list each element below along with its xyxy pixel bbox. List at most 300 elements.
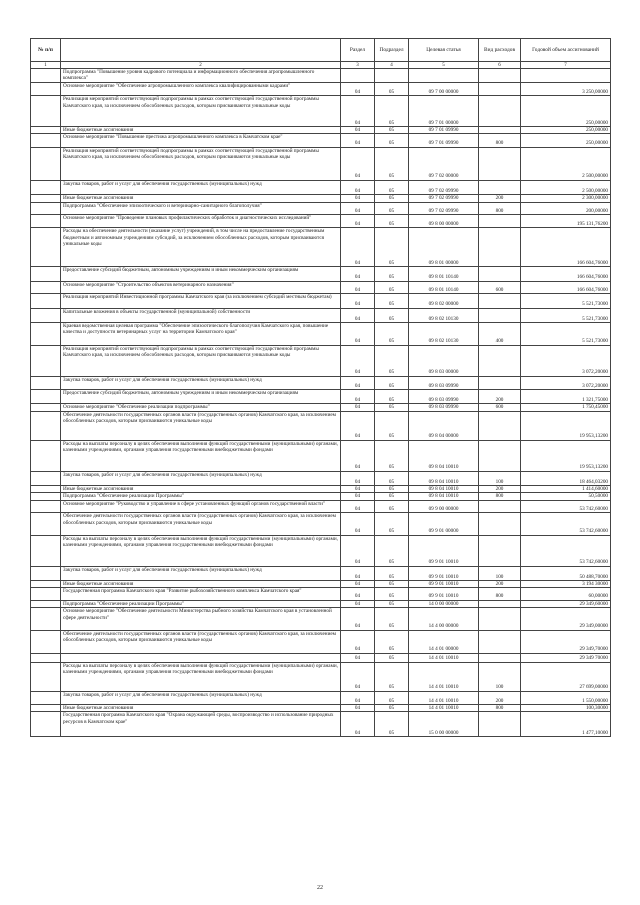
row-amount-cell: 60,00000 (521, 588, 611, 600)
table-row (31, 134, 611, 147)
table-row (31, 411, 611, 440)
row-number-cell (31, 214, 61, 227)
row-amount-cell: 3 250,00000 (521, 82, 611, 95)
row-subsection-cell: 05 (375, 588, 409, 600)
table-row (31, 630, 611, 653)
column-number: 7 (521, 62, 611, 69)
row-section-cell: 04 (341, 323, 375, 346)
row-article-cell: 09 7 02 09990 (409, 202, 479, 214)
row-kind-cell (479, 294, 521, 308)
row-kind-cell (479, 411, 521, 440)
row-article-cell: 09 7 01 09990 (409, 127, 479, 134)
row-number-cell (31, 581, 61, 588)
row-amount-cell: 29 349 70000 (521, 653, 611, 662)
row-section-cell: 04 (341, 308, 375, 322)
row-subsection-cell: 05 (375, 127, 409, 134)
row-number-cell (31, 308, 61, 322)
row-article-cell: 14 4 01 10010 (409, 691, 479, 704)
row-section-cell: 04 (341, 712, 375, 737)
table-row (31, 294, 611, 308)
row-section-cell: 04 (341, 653, 375, 662)
row-kind-cell: 200 (479, 485, 521, 492)
table-row (31, 513, 611, 536)
row-section-cell: 04 (341, 485, 375, 492)
row-name-cell: Подпрограмма "Обеспечение реализации Программы" (61, 600, 341, 607)
row-amount-cell: 18 464,03200 (521, 471, 611, 485)
row-number-cell (31, 281, 61, 293)
row-subsection-cell: 05 (375, 281, 409, 293)
row-subsection-cell (375, 69, 409, 83)
table-row (31, 228, 611, 267)
row-section-cell: 04 (341, 493, 375, 500)
row-article-cell: 09 8 04 10010 (409, 440, 479, 471)
table-row (31, 662, 611, 691)
row-name-cell: Закупка товаров, работ и услуг для обеспечения государственных (муниципальных) нужд (61, 471, 341, 485)
row-subsection-cell: 05 (375, 630, 409, 653)
row-subsection-cell: 05 (375, 493, 409, 500)
row-section-cell: 04 (341, 134, 375, 147)
row-name-cell: Основное мероприятие "Руководство и управление в сфере установленных функций органов государственной власти" (61, 500, 341, 512)
row-number-cell (31, 345, 61, 376)
row-amount-cell: 50 488,70000 (521, 566, 611, 580)
row-name-cell: Реализация мероприятий соответствующей подпрограммы в рамках соответствующей государственной программы Камчатского края, за исключением обособленных расходов, которым присваиваются уникальные коды (61, 147, 341, 180)
row-amount-cell: 200,00000 (521, 202, 611, 214)
row-article-cell: 09 7 01 09990 (409, 134, 479, 147)
row-name-cell: Подпрограмма "Обеспечение эпизоотического и ветеринарно-санитарного благополучия" (61, 202, 341, 214)
row-section-cell: 04 (341, 147, 375, 180)
row-name-cell: Иные бюджетные ассигнования (61, 705, 341, 712)
row-section-cell: 04 (341, 214, 375, 227)
row-amount-cell: 166 604,76000 (521, 267, 611, 281)
row-subsection-cell: 05 (375, 147, 409, 180)
row-section-cell: 04 (341, 376, 375, 389)
table-row (31, 500, 611, 512)
row-kind-cell (479, 228, 521, 267)
row-number-cell (31, 180, 61, 194)
row-kind-cell (479, 267, 521, 281)
row-section-cell: 04 (341, 96, 375, 127)
table-row (31, 653, 611, 662)
row-name-cell: Предоставление субсидий бюджетным, автономным учреждениям и иным некоммерческим организациям (61, 267, 341, 281)
row-subsection-cell: 05 (375, 228, 409, 267)
row-number-cell (31, 493, 61, 500)
row-name-cell: Расходы на обеспечение деятельности (оказание услуг) учреждений, в том числе на предоставление государственным бюджетным и автономным учреждениям субсидий, за исключением обособленных расходов, которым присваиваются уникальные коды (61, 228, 341, 267)
table-row (31, 588, 611, 600)
row-kind-cell (479, 600, 521, 607)
row-article-cell: 09 7 02 09990 (409, 195, 479, 202)
row-number-cell (31, 566, 61, 580)
row-kind-cell (479, 630, 521, 653)
row-section-cell (341, 69, 375, 83)
row-article-cell: 09 9 01 00000 (409, 513, 479, 536)
row-article-cell: 14 0 00 00000 (409, 600, 479, 607)
column-number: 4 (375, 62, 409, 69)
row-amount-cell: 250,00000 (521, 127, 611, 134)
row-amount-cell: 29 349,60000 (521, 600, 611, 607)
row-amount-cell: 29 349,70000 (521, 630, 611, 653)
row-article-cell: 14 4 01 00000 (409, 630, 479, 653)
row-amount-cell: 2 300,00000 (521, 195, 611, 202)
row-amount-cell: 19 953,13200 (521, 411, 611, 440)
row-name-cell: Реализация мероприятий соответствующей подпрограммы в рамках соответствующей государственной программы Камчатского края, за исключением обособленных расходов, которым присваиваются уникальные коды (61, 345, 341, 376)
table-row (31, 69, 611, 83)
row-kind-cell: 100 (479, 471, 521, 485)
row-subsection-cell: 05 (375, 134, 409, 147)
row-subsection-cell: 05 (375, 513, 409, 536)
row-name-cell: Закупка товаров, работ и услуг для обеспечения государственных (муниципальных) нужд (61, 691, 341, 704)
table-row (31, 96, 611, 127)
table-row (31, 180, 611, 194)
row-amount-cell: 250,00000 (521, 134, 611, 147)
row-kind-cell: 600 (479, 404, 521, 411)
row-number-cell (31, 691, 61, 704)
row-amount-cell: 2 500,00000 (521, 180, 611, 194)
row-name-cell: Иные бюджетные ассигнования (61, 195, 341, 202)
row-section-cell: 04 (341, 228, 375, 267)
row-article-cell: 09 8 03 09990 (409, 404, 479, 411)
row-article-cell: 09 9 01 10010 (409, 588, 479, 600)
row-amount-cell: 19 953,13200 (521, 440, 611, 471)
table-row (31, 608, 611, 631)
row-section-cell: 04 (341, 705, 375, 712)
table-row (31, 389, 611, 403)
row-kind-cell (479, 513, 521, 536)
row-amount-cell: 250,00000 (521, 96, 611, 127)
row-name-cell: Иные бюджетные ассигнования (61, 485, 341, 492)
row-section-cell: 04 (341, 500, 375, 512)
row-subsection-cell: 05 (375, 195, 409, 202)
table-row (31, 691, 611, 704)
row-subsection-cell: 05 (375, 345, 409, 376)
row-section-cell: 04 (341, 566, 375, 580)
table-row (31, 202, 611, 214)
row-number-cell (31, 500, 61, 512)
row-subsection-cell: 05 (375, 705, 409, 712)
column-number-row (31, 62, 611, 69)
column-number: 5 (409, 62, 479, 69)
row-section-cell: 04 (341, 600, 375, 607)
row-kind-cell (479, 69, 521, 83)
row-kind-cell (479, 127, 521, 134)
row-article-cell: 09 8 02 10130 (409, 323, 479, 346)
row-name-cell: Закупка товаров, работ и услуг для обеспечения государственных (муниципальных) нужд (61, 566, 341, 580)
row-name-cell: Капитальные вложения в объекты государственной (муниципальной) собственности (61, 308, 341, 322)
row-name-cell: Расходы на выплаты персоналу в целях обеспечения выполнения функций государственными (муниципальными) органами, казенными учреждениями, органами управления государственными внебюджетными фондами (61, 535, 341, 566)
row-article-cell: 09 8 04 10010 (409, 471, 479, 485)
row-name-cell: Расходы на выплаты персоналу в целях обеспечения выполнения функций государственными (муниципальными) органами, казенными учреждениями, органами управления государственными внебюджетными фондами (61, 440, 341, 471)
row-name-cell: Предоставление субсидий бюджетным, автономным учреждениям и иным некоммерческим организациям (61, 389, 341, 403)
row-article-cell: 09 8 00 00000 (409, 214, 479, 227)
row-section-cell: 04 (341, 411, 375, 440)
row-kind-cell: 800 (479, 202, 521, 214)
row-section-cell: 04 (341, 294, 375, 308)
row-article-cell: 09 9 01 10010 (409, 581, 479, 588)
row-section-cell: 04 (341, 202, 375, 214)
table-row (31, 376, 611, 389)
column-number: 1 (31, 62, 61, 69)
row-article-cell (409, 69, 479, 83)
row-article-cell: 14 4 01 10010 (409, 662, 479, 691)
row-name-cell (61, 653, 341, 662)
row-kind-cell: 200 (479, 581, 521, 588)
row-name-cell: Закупка товаров, работ и услуг для обеспечения государственных (муниципальных) нужд (61, 180, 341, 194)
row-article-cell: 09 9 00 00000 (409, 500, 479, 512)
row-kind-cell: 200 (479, 691, 521, 704)
row-number-cell (31, 267, 61, 281)
row-article-cell: 09 8 03 00000 (409, 345, 479, 376)
table-row (31, 440, 611, 471)
row-article-cell: 09 8 01 00000 (409, 228, 479, 267)
row-subsection-cell: 05 (375, 600, 409, 607)
column-number: 3 (341, 62, 375, 69)
row-subsection-cell: 05 (375, 308, 409, 322)
row-kind-cell: 800 (479, 134, 521, 147)
row-subsection-cell: 05 (375, 267, 409, 281)
row-article-cell: 09 8 02 10130 (409, 308, 479, 322)
row-article-cell: 09 8 04 10010 (409, 485, 479, 492)
row-article-cell: 09 7 02 09990 (409, 180, 479, 194)
row-section-cell: 04 (341, 180, 375, 194)
row-name-cell: Краевая ведомственная целевая программа "Обеспечение эпизоотического благополучия Камчатского края, повышение качества и доступности ветеринарных услуг на территории Камчатского края" (61, 323, 341, 346)
header-target-article: Целевая статья (409, 39, 479, 62)
row-name-cell: Основное мероприятие "Обеспечение реализации подпрограммы" (61, 404, 341, 411)
row-kind-cell (479, 608, 521, 631)
table-row (31, 308, 611, 322)
row-section-cell: 04 (341, 127, 375, 134)
row-amount-cell: 1 321,75000 (521, 389, 611, 403)
row-kind-cell: 100 (479, 566, 521, 580)
table-row (31, 127, 611, 134)
row-kind-cell (479, 180, 521, 194)
row-name-cell: Иные бюджетные ассигнования (61, 581, 341, 588)
row-section-cell: 04 (341, 404, 375, 411)
row-subsection-cell: 05 (375, 404, 409, 411)
row-amount-cell: 29 349,00000 (521, 608, 611, 631)
table-row (31, 471, 611, 485)
row-number-cell (31, 471, 61, 485)
row-name-cell: Обеспечение деятельности государственных органов власти (государственных органов) Камчатского края, за исключением обособленных расходов, которым присваиваются уникальные коды (61, 630, 341, 653)
row-section-cell: 04 (341, 513, 375, 536)
row-article-cell: 09 7 00 00000 (409, 82, 479, 95)
row-number-cell (31, 134, 61, 147)
row-name-cell: Основное мероприятие "Обеспечение агропромышленного комплекса квалифицированными кадрами" (61, 82, 341, 95)
row-number-cell (31, 147, 61, 180)
row-name-cell: Основное мероприятие "Обеспечение деятельности Министерства рыбного хозяйства Камчатского края в установленной сфере деятельности" (61, 608, 341, 631)
row-amount-cell: 53 742,60000 (521, 535, 611, 566)
row-subsection-cell: 05 (375, 180, 409, 194)
row-name-cell: Реализация мероприятий соответствующей подпрограммы в рамках соответствующей государственной программы Камчатского края, за исключением обособленных расходов, которым присваиваются уникальные коды (61, 96, 341, 127)
header-section: Раздел (341, 39, 375, 62)
row-section-cell: 04 (341, 662, 375, 691)
row-kind-cell: 400 (479, 323, 521, 346)
row-article-cell: 09 9 01 10010 (409, 535, 479, 566)
row-number-cell (31, 653, 61, 662)
row-amount-cell: 5 521,73000 (521, 323, 611, 346)
row-name-cell: Реализация мероприятий Инвестиционной программы Камчатского края (за исключением субсидий местным бюджетам) (61, 294, 341, 308)
table-row (31, 581, 611, 588)
table-row (31, 345, 611, 376)
row-subsection-cell: 05 (375, 82, 409, 95)
row-section-cell: 04 (341, 471, 375, 485)
table-row (31, 485, 611, 492)
row-article-cell: 14 4 01 10010 (409, 653, 479, 662)
row-amount-cell: 100,30000 (521, 705, 611, 712)
row-amount-cell: 3 072,20000 (521, 345, 611, 376)
table-row (31, 404, 611, 411)
row-amount-cell: 195 131,76200 (521, 214, 611, 227)
row-article-cell: 09 8 03 09990 (409, 389, 479, 403)
row-subsection-cell: 05 (375, 662, 409, 691)
row-kind-cell: 200 (479, 389, 521, 403)
row-name-cell: Закупка товаров, работ и услуг для обеспечения государственных (муниципальных) нужд (61, 376, 341, 389)
table-row (31, 267, 611, 281)
row-kind-cell: 200 (479, 195, 521, 202)
row-number-cell (31, 513, 61, 536)
row-subsection-cell: 05 (375, 500, 409, 512)
row-name-cell: Основное мероприятие "Строительство объектов ветеринарного назначения" (61, 281, 341, 293)
row-subsection-cell: 05 (375, 712, 409, 737)
row-section-cell: 04 (341, 281, 375, 293)
row-subsection-cell: 05 (375, 202, 409, 214)
row-number-cell (31, 440, 61, 471)
row-kind-cell (479, 653, 521, 662)
row-article-cell: 09 8 04 00000 (409, 411, 479, 440)
row-section-cell: 04 (341, 691, 375, 704)
row-name-cell: Обеспечение деятельности государственных органов власти (государственных органов) Камчатского края, за исключением обособленных расходов, которым присваиваются уникальные коды (61, 513, 341, 536)
table-row (31, 566, 611, 580)
row-number-cell (31, 127, 61, 134)
row-kind-cell (479, 214, 521, 227)
row-number-cell (31, 294, 61, 308)
row-subsection-cell: 05 (375, 411, 409, 440)
row-amount-cell: 2 500,00000 (521, 147, 611, 180)
row-amount-cell: 53 742,60000 (521, 500, 611, 512)
table-row (31, 712, 611, 737)
row-article-cell: 09 8 02 00000 (409, 294, 479, 308)
row-number-cell (31, 195, 61, 202)
budget-table-sheet (30, 38, 610, 737)
row-article-cell: 09 7 02 00000 (409, 147, 479, 180)
row-number-cell (31, 69, 61, 83)
row-subsection-cell: 05 (375, 566, 409, 580)
row-subsection-cell: 05 (375, 608, 409, 631)
row-article-cell: 09 7 01 00000 (409, 96, 479, 127)
row-kind-cell (479, 535, 521, 566)
row-article-cell: 09 8 01 10140 (409, 267, 479, 281)
row-amount-cell: 50,50000 (521, 493, 611, 500)
table-row (31, 705, 611, 712)
row-subsection-cell: 05 (375, 485, 409, 492)
row-kind-cell: 100 (479, 662, 521, 691)
row-amount-cell: 1 750,45000 (521, 404, 611, 411)
row-section-cell: 04 (341, 630, 375, 653)
row-amount-cell: 3 194 30000 (521, 581, 611, 588)
row-kind-cell (479, 345, 521, 376)
row-kind-cell (479, 500, 521, 512)
table-body (31, 69, 611, 737)
row-amount-cell: 5 521,73000 (521, 294, 611, 308)
row-number-cell (31, 608, 61, 631)
row-subsection-cell: 05 (375, 653, 409, 662)
row-name-cell: Иные бюджетные ассигнования (61, 127, 341, 134)
table-row (31, 147, 611, 180)
row-section-cell: 04 (341, 267, 375, 281)
row-name-cell: Государственная программа Камчатского края "Охрана окружающей среды, воспроизводство и использование природных ресурсов в Камчатском крае" (61, 712, 341, 737)
row-number-cell (31, 404, 61, 411)
row-amount-cell: 27 699,00000 (521, 662, 611, 691)
row-kind-cell: 800 (479, 588, 521, 600)
row-number-cell (31, 712, 61, 737)
row-section-cell: 04 (341, 608, 375, 631)
row-number-cell (31, 588, 61, 600)
row-section-cell: 04 (341, 82, 375, 95)
row-subsection-cell: 05 (375, 581, 409, 588)
row-article-cell: 09 9 01 10010 (409, 566, 479, 580)
budget-table (30, 38, 611, 737)
row-article-cell: 14 4 00 00000 (409, 608, 479, 631)
row-subsection-cell: 05 (375, 389, 409, 403)
row-number-cell (31, 485, 61, 492)
row-subsection-cell: 05 (375, 471, 409, 485)
row-name-cell: Подпрограмма "Повышение уровня кадрового потенциала и информационного обеспечения агропромышленного комплекса" (61, 69, 341, 83)
row-subsection-cell: 05 (375, 323, 409, 346)
row-section-cell: 04 (341, 389, 375, 403)
row-number-cell (31, 96, 61, 127)
row-number-cell (31, 376, 61, 389)
table-row (31, 600, 611, 607)
column-number: 6 (479, 62, 521, 69)
row-kind-cell (479, 712, 521, 737)
header-row (31, 39, 611, 62)
row-number-cell (31, 535, 61, 566)
row-subsection-cell: 05 (375, 376, 409, 389)
row-section-cell: 04 (341, 581, 375, 588)
header-annual-amount: Годовой объем ассигнований (521, 39, 611, 62)
row-number-cell (31, 600, 61, 607)
row-amount-cell: 3 072,20000 (521, 376, 611, 389)
row-kind-cell (479, 96, 521, 127)
row-article-cell: 09 8 03 09990 (409, 376, 479, 389)
row-subsection-cell: 05 (375, 535, 409, 566)
row-amount-cell (521, 69, 611, 83)
row-name-cell: Подпрограмма "Обеспечение реализации Программы" (61, 493, 341, 500)
row-amount-cell: 5 521,73000 (521, 308, 611, 322)
row-section-cell: 04 (341, 195, 375, 202)
row-article-cell: 14 4 01 10010 (409, 705, 479, 712)
row-section-cell: 04 (341, 535, 375, 566)
row-amount-cell: 166 604,76000 (521, 281, 611, 293)
table-row (31, 82, 611, 95)
row-number-cell (31, 228, 61, 267)
row-section-cell: 04 (341, 588, 375, 600)
header-subsection: Подраздел (375, 39, 409, 62)
row-kind-cell (479, 82, 521, 95)
row-kind-cell: 600 (479, 281, 521, 293)
row-amount-cell: 166 604,76000 (521, 228, 611, 267)
row-article-cell: 09 8 04 10010 (409, 493, 479, 500)
row-section-cell: 04 (341, 440, 375, 471)
row-name-cell: Государственная программа Камчатского края "Развитие рыбохозяйственного комплекса Камчатского края" (61, 588, 341, 600)
table-row (31, 535, 611, 566)
row-number-cell (31, 202, 61, 214)
row-name-cell: Основное мероприятие "Повышение престижа агропромышленного комплекса в Камчатском крае" (61, 134, 341, 147)
row-name-cell: Обеспечение деятельности государственных органов власти (государственных органов) Камчатского края, за исключением обособленных расходов, которым присваиваются уникальные коды (61, 411, 341, 440)
row-kind-cell (479, 376, 521, 389)
header-expense-kind: Вид расходов (479, 39, 521, 62)
row-number-cell (31, 389, 61, 403)
row-number-cell (31, 82, 61, 95)
row-number-cell (31, 323, 61, 346)
